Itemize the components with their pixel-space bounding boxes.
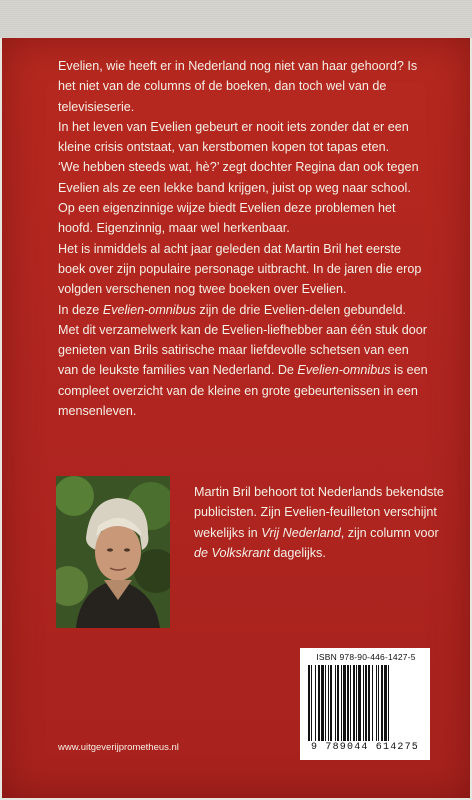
book-page-edges [0,0,472,38]
barcode-bar [325,665,326,741]
barcode-bar [343,665,346,741]
barcode-bar [328,665,329,741]
author-bio [194,482,444,563]
barcode-bar [372,665,373,741]
bio-text: , zijn column voor [340,525,439,540]
barcode-bar [365,665,367,741]
blurb-text: is een compleet overzicht van de kleine en grote gebeurtenissen in een mensenleven. [58,363,428,419]
blurb-paragraph-2: In het leven van Evelien gebeurt er nooit iets zonder dat er een kleine crisis ontstaat, van kerstbomen kopen tot tapas eten. [58,119,409,155]
barcode-bar [311,665,312,741]
magazine-name: Vrij Nederland [261,525,341,540]
barcode-bar [308,665,310,741]
blurb-text: In deze [58,302,103,317]
bio-text: dagelijks. [269,545,326,560]
barcode-bars [306,665,424,741]
barcode-bar [341,665,342,741]
barcode-digits: 9 789044 614275 [310,742,419,753]
author-photo [56,476,170,628]
barcode-bar [321,665,324,741]
cover-blurb [58,56,430,421]
barcode-bar [318,665,320,741]
blurb-paragraph-5 [58,300,430,422]
barcode-bar [330,665,332,741]
barcode-bar [388,665,389,741]
blurb-paragraph-1: Evelien, wie heeft er in Nederland nog niet van haar gehoord? Is het niet van de columns of de boeken, dan toch wel van de televisieserie. [58,59,418,114]
isbn-barcode [300,648,430,760]
barcode-bar [353,665,355,741]
barcode-bar [347,665,349,741]
barcode-bar [335,665,336,741]
author-portrait-image [56,476,170,628]
barcode-bar [350,665,351,741]
barcode-bar [363,665,364,741]
book-title-emphasis: Evelien-omnibus [297,363,391,378]
newspaper-name: de Volkskrant [194,545,270,560]
barcode-bar [315,665,316,741]
barcode-bar [368,665,370,741]
book-title-emphasis: Evelien-omnibus [102,302,196,317]
barcode-bar [384,665,387,741]
isbn-label: ISBN 978-90-446-1427-5 [316,652,416,662]
barcode-bar [337,665,339,741]
barcode-bar [358,665,361,741]
blurb-paragraph-4: Het is inmiddels al acht jaar geleden dat Martin Bril het eerste boek over zijn populaire personage uitbracht. In de jaren die erop volgden verschenen nog twee boeken over Evelien. [58,241,422,297]
publisher-url: www.uitgeverijprometheus.nl [58,742,179,753]
blurb-paragraph-3: ‘We hebben steeds wat, hè?’ zegt dochter Regina dan ook tegen Evelien als ze een lekke band krijgen, juist op weg naar school. Op een eigenzinnige wijze biedt Evelien deze problemen het hoofd. Eigenzinnig, maar wel herkenbaar. [58,160,419,236]
barcode-bar [378,665,379,741]
barcode-bar [381,665,383,741]
barcode-bar [356,665,357,741]
blurb-text: zijn de drie Evelien-delen gebundeld. Met dit verzamelwerk kan de Evelien-liefhebber aan één stuk door genieten van Brils satirische maar liefdevolle schetsen van een van de leukste families van Nederland. De [58,302,427,378]
barcode-bar [376,665,377,741]
bio-text: Martin Bril behoort tot Nederlands bekendste publicisten. Zijn Evelien-feuilleton verschijnt wekelijks in [194,485,444,540]
